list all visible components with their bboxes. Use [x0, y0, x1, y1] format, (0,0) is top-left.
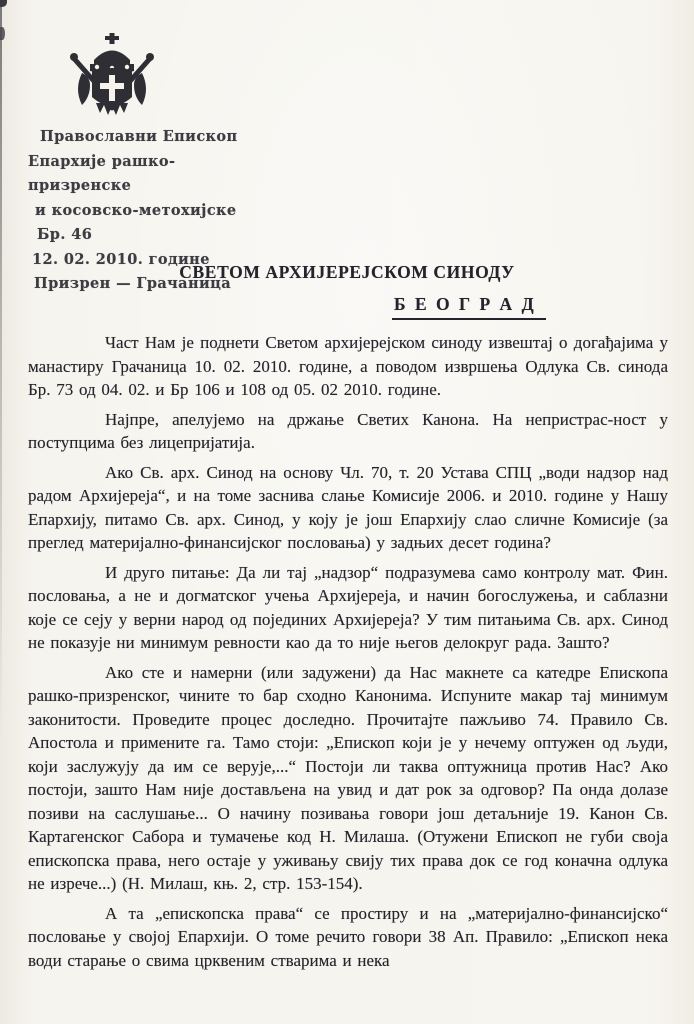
episcopal-coat-of-arms-icon: [60, 33, 164, 121]
body-paragraph-6: А та „епископска права“ се простиру и на „материјално-финансијско“ пословање у својој Епархији. О томе речито говори 38 Ап. Правило: „Епископ нека води старање о свима црквеним стварима и нека: [28, 903, 668, 970]
letterhead-line-date: 12. 02. 2010. године: [32, 250, 210, 268]
letterhead-line-number: Бр. 46: [37, 226, 93, 243]
body-paragraph-2: Најпре, апелујемо на држање Светих Канона. На непристрас-ност у поступцима без лицепријатија.: [28, 409, 668, 452]
recipient-title: СВЕТОМ АРХИЈЕРЕЈСКОМ СИНОДУ: [179, 262, 515, 282]
letter-body: [28, 331, 668, 978]
letterhead-line-eparchy2: и косовско-метохијске: [35, 201, 237, 219]
scan-blob-artifact: [0, 0, 7, 7]
body-paragraph-5: Ако сте и намерни (или задужени) да Нас макнете са катедре Епископа рашко-призренског, чините то бар сходно Канонима. Испуните макар тај минимум законитости. Проведите процес доследно. Прочитајте пажљиво 74. Правило Св. Апостола и примените га. Тамо стоји: „Епископ који је у нечему оптужен од људи, који заслужују да им се верује,...“ Постоји ли таква оптужница против Нас? Ако постоји, зашто Нам није достављена на увид и дат рок за одговор? Па онда долазе позиви на саслушање... О начину позивања говори још детаљније 19. Канон Св. Картагенског Сабора и тумачење код Н. Милаша. (Отужени Епископ не губи своја епископска права, него остаје у уживању свију тих права док се год коначна одлука не изрече...) (Н. Милаш, књ. 2, стр. 153-154).: [28, 662, 668, 893]
letterhead-line-place: Призрен — Грачаница: [34, 275, 232, 292]
scan-blob-artifact: [0, 27, 5, 40]
letterhead-line-eparchy: Епархије рашко-призренске: [28, 152, 176, 194]
body-paragraph-3: Ако Св. арх. Синод на основу Чл. 70, т. 20 Устава СПЦ „води надзор над радом Архијереја“, и на томе заснива слање Комисије 2006. и 2010. године у Нашу Епархију, питамо Св. арх. Синод, у коју је још Епархију слао сличне Комисије (за преглед материјално-финансијског пословања) у задњих десет година?: [28, 462, 668, 552]
body-paragraph-4: И друго питање: Да ли тај „надзор“ подразумева само контролу мат. Фин. пословања, а не и догматског учења Архијереја, и начин богослужења, и саблазни које се сеју у верни народ од појединих Архијереја? У тим питањима Св. арх. Синод не показује ни минимум ревности као да то није његов делокруг рада. Зашто?: [28, 562, 668, 652]
letterhead: [28, 33, 238, 297]
body-paragraph-1: Част Нам је поднети Светом архијерејском синоду извештај о догађајима у манастиру Грачаница 10. 02. 2010. године, а поводом извршења Одлука Св. синода Бр. 73 од 04. 02. и Бр 106 и 108 од 05. 02 2010. године.: [28, 333, 668, 399]
scan-edge-artifact: [0, 0, 2, 740]
recipient-city: Б Е О Г Р А Д: [392, 294, 546, 320]
letterhead-line-office: Православни Епископ: [40, 128, 238, 145]
